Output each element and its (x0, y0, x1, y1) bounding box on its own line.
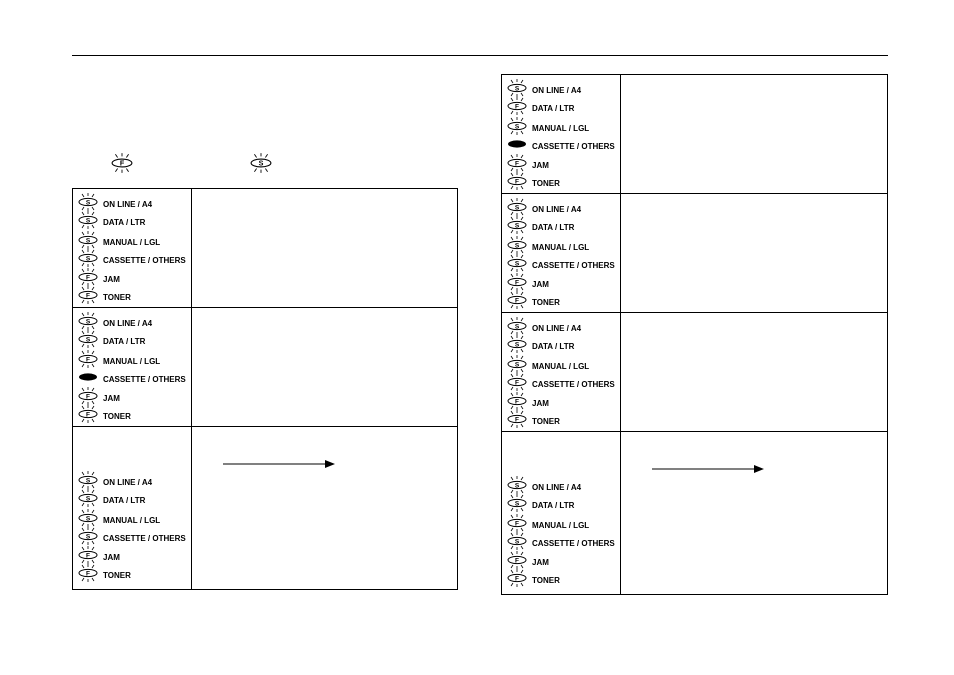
svg-text:S: S (85, 477, 91, 485)
indicator-label: TONER (532, 576, 560, 585)
lamp-flash-slow-icon (78, 488, 98, 508)
left-row-1 (73, 189, 457, 308)
svg-text:S: S (85, 495, 91, 503)
svg-text:S: S (514, 361, 520, 369)
indicator-label: DATA / LTR (532, 501, 575, 510)
lamp-flash-slow-icon (507, 334, 527, 354)
svg-text:S: S (85, 515, 91, 523)
indicator-label: TONER (103, 571, 131, 580)
svg-text:S: S (85, 217, 91, 225)
indicator-panel (502, 75, 621, 193)
indicator-label: MANUAL / LGL (103, 238, 161, 247)
indicator-label: CASSETTE / OTHERS (532, 142, 615, 151)
indicator-panel (502, 313, 621, 431)
lamp-flash-slow-icon (78, 192, 98, 212)
svg-text:F: F (515, 520, 519, 528)
lamp-flash-slow-icon (507, 116, 527, 136)
svg-text:S: S (514, 242, 520, 250)
lamp-flash-slow-icon (78, 508, 98, 528)
indicator-label: CASSETTE / OTHERS (532, 539, 615, 548)
lamp-flash-slow-icon (78, 526, 98, 546)
indicator-label: MANUAL / LGL (103, 516, 161, 525)
svg-text:S: S (514, 222, 520, 230)
indicator-panel (502, 194, 621, 312)
lamp-flash-slow-icon (507, 354, 527, 374)
arrow-right-icon (652, 464, 766, 474)
svg-text:S: S (85, 199, 91, 207)
svg-text:S: S (514, 341, 520, 349)
svg-text:S: S (514, 482, 520, 490)
right-row-1 (502, 75, 887, 194)
lamp-flash-slow-icon (250, 152, 272, 174)
svg-text:F: F (86, 274, 90, 282)
indicator-label: CASSETTE / OTHERS (103, 534, 186, 543)
header-rule (72, 55, 888, 56)
indicator-data-ltr (78, 334, 196, 350)
svg-text:S: S (514, 123, 520, 131)
lamp-flash-slow-icon (507, 475, 527, 495)
left-status-table (72, 188, 458, 590)
svg-text:S: S (85, 336, 91, 344)
svg-text:S: S (514, 260, 520, 268)
indicator-label: MANUAL / LGL (532, 521, 590, 530)
lamp-flash-fast-icon (507, 290, 527, 310)
lamp-flash-slow-icon (507, 531, 527, 551)
left-row-3 (73, 427, 457, 589)
indicator-label: DATA / LTR (532, 223, 575, 232)
svg-text:S: S (85, 237, 91, 245)
lamp-flash-slow-icon (78, 329, 98, 349)
indicator-data-ltr (507, 220, 625, 236)
svg-text:F: F (119, 159, 125, 168)
indicator-label: ON LINE / A4 (103, 478, 153, 487)
svg-text:S: S (85, 255, 91, 263)
indicator-toner (507, 414, 625, 430)
lamp-flash-fast-icon (78, 386, 98, 406)
svg-text:S: S (514, 500, 520, 508)
indicator-data-ltr (507, 101, 625, 117)
indicator-panel (73, 189, 192, 307)
indicator-label: DATA / LTR (103, 218, 146, 227)
svg-text:F: F (515, 416, 519, 424)
lamp-flash-fast-icon (78, 285, 98, 305)
indicator-label: TONER (532, 298, 560, 307)
indicator-data-ltr (78, 215, 196, 231)
indicator-label: JAM (103, 275, 120, 284)
lamp-on-icon (507, 134, 527, 154)
right-row-2 (502, 194, 887, 313)
indicator-label: DATA / LTR (532, 342, 575, 351)
indicator-panel (73, 308, 192, 426)
lamp-on-icon (78, 367, 98, 387)
svg-text:F: F (86, 292, 90, 300)
indicator-data-ltr (78, 493, 196, 509)
indicator-toner (78, 409, 196, 425)
svg-text:S: S (258, 159, 264, 168)
svg-text:F: F (515, 297, 519, 305)
lamp-flash-fast-icon (507, 513, 527, 533)
svg-text:F: F (515, 160, 519, 168)
lamp-flash-slow-icon (507, 215, 527, 235)
lamp-flash-fast-icon (507, 153, 527, 173)
indicator-label: CASSETTE / OTHERS (103, 375, 186, 384)
indicator-label: DATA / LTR (103, 496, 146, 505)
svg-text:F: F (515, 575, 519, 583)
indicator-label: CASSETTE / OTHERS (532, 380, 615, 389)
right-status-table (501, 74, 888, 595)
lamp-flash-slow-icon (507, 235, 527, 255)
indicator-panel (502, 432, 621, 594)
indicator-data-ltr (507, 339, 625, 355)
svg-text:S: S (514, 538, 520, 546)
svg-text:S: S (514, 204, 520, 212)
right-row-4 (502, 432, 887, 594)
svg-text:S: S (514, 85, 520, 93)
indicator-label: JAM (532, 558, 549, 567)
svg-text:S: S (514, 323, 520, 331)
lamp-flash-slow-icon (78, 470, 98, 490)
lamp-flash-slow-icon (78, 230, 98, 250)
lamp-flash-fast-icon (507, 272, 527, 292)
lamp-flash-slow-icon (507, 493, 527, 513)
indicator-label: CASSETTE / OTHERS (532, 261, 615, 270)
svg-text:F: F (515, 178, 519, 186)
lamp-flash-slow-icon (507, 197, 527, 217)
left-row-2 (73, 308, 457, 427)
indicator-data-ltr (507, 498, 625, 514)
lamp-flash-fast-icon (78, 563, 98, 583)
indicator-label: ON LINE / A4 (103, 319, 153, 328)
indicator-label: JAM (103, 394, 120, 403)
indicator-label: JAM (532, 280, 549, 289)
indicator-label: ON LINE / A4 (532, 324, 582, 333)
lamp-flash-fast-icon (78, 349, 98, 369)
lamp-flash-slow-icon (78, 210, 98, 230)
svg-text:F: F (86, 570, 90, 578)
indicator-label: JAM (103, 553, 120, 562)
indicator-label: ON LINE / A4 (532, 483, 582, 492)
lamp-flash-fast-icon (507, 409, 527, 429)
indicator-label: TONER (103, 412, 131, 421)
svg-text:F: F (515, 557, 519, 565)
lamp-flash-fast-icon (507, 171, 527, 191)
indicator-label: ON LINE / A4 (532, 86, 582, 95)
svg-text:F: F (86, 552, 90, 560)
lamp-flash-fast-icon (78, 545, 98, 565)
svg-text:F: F (86, 356, 90, 364)
indicator-label: TONER (532, 179, 560, 188)
svg-text:F: F (86, 393, 90, 401)
lamp-flash-fast-icon (507, 550, 527, 570)
indicator-toner (507, 295, 625, 311)
svg-text:F: F (515, 379, 519, 387)
indicator-label: TONER (532, 417, 560, 426)
lamp-flash-fast-icon (78, 404, 98, 424)
svg-text:F: F (515, 103, 519, 111)
indicator-label: MANUAL / LGL (532, 124, 590, 133)
svg-text:S: S (85, 318, 91, 326)
legend-flash-slow (250, 152, 272, 179)
right-row-3 (502, 313, 887, 432)
lamp-flash-fast-icon (78, 267, 98, 287)
lamp-flash-slow-icon (507, 78, 527, 98)
arrow-right-icon (223, 459, 337, 469)
indicator-toner (78, 568, 196, 584)
svg-text:S: S (85, 533, 91, 541)
indicator-label: DATA / LTR (103, 337, 146, 346)
lamp-flash-fast-icon (507, 568, 527, 588)
indicator-label: JAM (532, 161, 549, 170)
indicator-toner (78, 290, 196, 306)
indicator-label: ON LINE / A4 (532, 205, 582, 214)
indicator-label: ON LINE / A4 (103, 200, 153, 209)
svg-text:F: F (515, 279, 519, 287)
indicator-label: JAM (532, 399, 549, 408)
lamp-flash-fast-icon (111, 152, 133, 174)
indicator-label: DATA / LTR (532, 104, 575, 113)
lamp-flash-slow-icon (78, 248, 98, 268)
indicator-toner (507, 176, 625, 192)
svg-text:F: F (86, 411, 90, 419)
svg-text:F: F (515, 398, 519, 406)
lamp-flash-fast-icon (507, 372, 527, 392)
indicator-label: MANUAL / LGL (103, 357, 161, 366)
lamp-flash-slow-icon (507, 316, 527, 336)
indicator-label: MANUAL / LGL (532, 362, 590, 371)
lamp-flash-slow-icon (78, 311, 98, 331)
indicator-label: TONER (103, 293, 131, 302)
indicator-label: CASSETTE / OTHERS (103, 256, 186, 265)
indicator-toner (507, 573, 625, 589)
indicator-panel (73, 427, 192, 589)
lamp-flash-fast-icon (507, 96, 527, 116)
lamp-flash-fast-icon (507, 391, 527, 411)
indicator-label: MANUAL / LGL (532, 243, 590, 252)
lamp-flash-slow-icon (507, 253, 527, 273)
legend-flash-fast (111, 152, 133, 179)
